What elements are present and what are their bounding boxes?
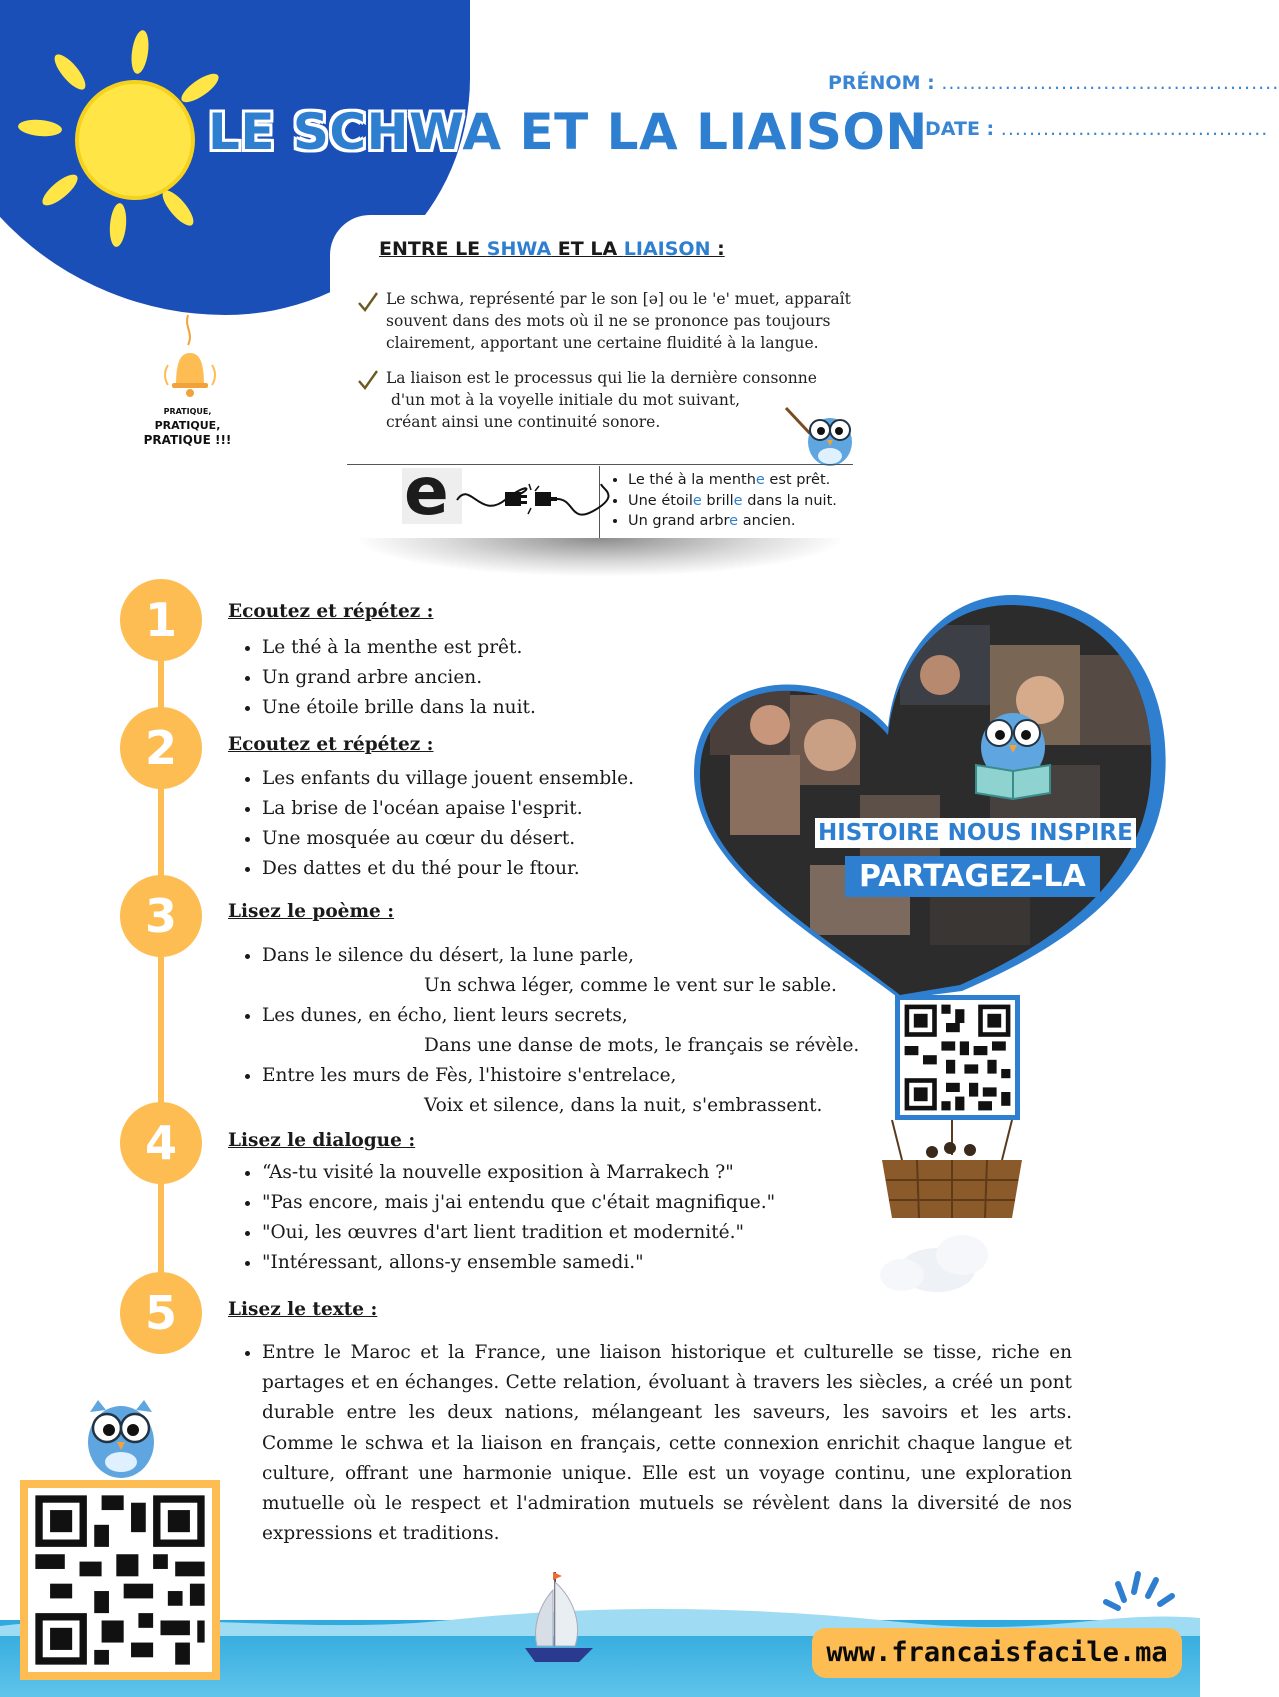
poem-line: Les dunes, en écho, lient leurs secrets,	[262, 1005, 628, 1026]
sailboat-icon	[515, 1568, 605, 1668]
date-dots: ......................................	[1000, 118, 1269, 140]
text-line: La liaison est le processus qui lie la dernière consonne	[386, 369, 817, 387]
checkmark-icon	[356, 368, 380, 392]
step-number-3: 3	[120, 875, 202, 957]
example-item	[628, 470, 837, 491]
balloon-basket-icon	[872, 1120, 1032, 1295]
promo-line-1: HISTOIRE NOUS INSPIRE	[815, 818, 1136, 848]
owl-icon	[76, 1390, 166, 1480]
text: ancien.	[738, 513, 796, 529]
list-item: • "Oui, les œuvres d'art lient tradition et modernité."	[262, 1218, 775, 1248]
text-line: clairement, apportant une certaine fluidité à la langue.	[386, 334, 819, 352]
prenom-field[interactable]	[828, 72, 1279, 94]
checkmark-icon	[356, 290, 380, 314]
section-3-heading: Lisez le poème :	[228, 901, 395, 922]
list-item: • Une mosquée au cœur du désert.	[262, 824, 634, 854]
text: Le thé à la menth	[628, 472, 756, 488]
letter-e: e	[404, 453, 449, 530]
qr-code-icon	[28, 1488, 212, 1672]
poem-line: Entre les murs de Fès, l'histoire s'entrelace,	[262, 1065, 677, 1086]
heart-balloon-image	[690, 585, 1180, 1005]
list-item: • "Intéressant, allons-y ensemble samedi."	[262, 1248, 775, 1278]
list-item: • La brise de l'océan apaise l'esprit.	[262, 794, 634, 824]
section-1-heading: Ecoutez et répétez :	[228, 601, 434, 622]
intro-heading-part: :	[710, 238, 725, 260]
example-item	[628, 491, 837, 512]
schwa-definition	[386, 288, 856, 354]
qr-code-icon	[900, 1000, 1015, 1115]
practice-line: PRATIQUE !!!	[143, 433, 232, 447]
poem-stanza	[262, 1001, 859, 1061]
schwa-letter: e	[755, 472, 765, 488]
text: Une étoil	[628, 492, 693, 509]
section-4-dialogue	[228, 1158, 775, 1278]
practice-line: PRATIQUE,	[163, 407, 212, 416]
date-label: DATE :	[925, 118, 995, 140]
text: Un grand arbr	[628, 513, 730, 529]
qr-code-website[interactable]	[20, 1480, 220, 1680]
text-line: Le schwa, représenté par le son [ə] ou le 'e' muet, apparaît	[386, 290, 851, 308]
list-item: • Un grand arbre ancien.	[262, 663, 536, 693]
example-item	[628, 511, 837, 532]
date-field[interactable]	[925, 118, 1268, 140]
step-number-1: 1	[120, 579, 202, 661]
list-item: • "Pas encore, mais j'ai entendu que c'était magnifique."	[262, 1188, 775, 1218]
list-item: • Une étoile brille dans la nuit.	[262, 693, 536, 723]
text: dans la nuit.	[742, 492, 837, 509]
schwa-letter: e	[733, 492, 743, 509]
list-item: • “As-tu visité la nouvelle exposition à Marrakech ?"	[262, 1158, 775, 1188]
text: est prêt.	[764, 472, 831, 488]
intro-heading	[379, 238, 725, 260]
poem-line: Dans le silence du désert, la lune parle,	[262, 945, 635, 966]
list-item: • Les enfants du village jouent ensemble.	[262, 764, 634, 794]
step-number-4: 4	[120, 1102, 202, 1184]
splash-icon	[1100, 1570, 1190, 1620]
qr-code-share[interactable]	[895, 995, 1020, 1120]
paragraph: • Entre le Maroc et la France, une liaison historique et culturelle se tisse, riche en partages et en échanges. Cette relation, évoluant à travers les siècles, a créé un pont durable entre les deux nations, mélangeant les saveurs, les savoirs et les arts. Comme le schwa et la liaison en français, cette connexion enrichit chaque langue et culture, offrant une harmonie unique. Elle est un voyage continu, une exploration mutuelle où le respect et l'admiration mutuels se révèlent dans la diversité de nos expressions et traditions.	[262, 1338, 1072, 1549]
example-list	[612, 470, 837, 532]
plug-connector-icon	[455, 470, 605, 532]
poem-line: Un schwa léger, comme le vent sur le sable.	[424, 975, 837, 996]
website-link[interactable]: www.francaisfacile.ma	[812, 1628, 1182, 1678]
practice-line: PRATIQUE,	[154, 419, 221, 432]
section-2-heading: Ecoutez et répétez :	[228, 734, 434, 755]
intro-heading-liaison: LIAISON	[623, 238, 711, 260]
intro-heading-part: ENTRE LE	[379, 238, 487, 260]
section-4-heading: Lisez le dialogue :	[228, 1130, 416, 1151]
promo-line-2: PARTAGEZ-LA	[845, 856, 1100, 897]
poem-line: Dans une danse de mots, le français se révèle.	[424, 1035, 860, 1056]
bell-icon	[160, 315, 220, 405]
prenom-dots: ................................................	[941, 72, 1279, 94]
text: brill	[701, 492, 734, 509]
schwa-letter: e	[692, 492, 702, 509]
prenom-label: PRÉNOM :	[828, 72, 935, 94]
text-line: d'un mot à la voyelle initiale du mot suivant,	[391, 391, 741, 409]
step-number-5: 5	[120, 1272, 202, 1354]
intro-heading-part: ET LA	[551, 238, 624, 260]
owl-teacher-icon	[782, 400, 862, 470]
list-item: • Le thé à la menthe est prêt.	[262, 633, 536, 663]
section-5-text	[228, 1338, 1072, 1549]
card-shadow	[360, 538, 840, 576]
text-line: créant ainsi une continuité sonore.	[386, 413, 661, 431]
step-number-2: 2	[120, 707, 202, 789]
intro-heading-shwa: SHWA	[486, 238, 552, 260]
list-item: • Des dattes et du thé pour le ftour.	[262, 854, 634, 884]
practice-text	[130, 405, 245, 447]
section-1-list	[228, 633, 536, 723]
poem-line: Voix et silence, dans la nuit, s'embrassent.	[424, 1095, 823, 1116]
section-5-heading: Lisez le texte :	[228, 1299, 378, 1320]
poem-stanza	[262, 1061, 859, 1121]
text-line: souvent dans des mots où il ne se prononce pas toujours	[386, 312, 831, 330]
section-2-list	[228, 764, 634, 884]
schwa-letter: e	[729, 513, 739, 529]
page-title: LE SCHWA ET LA LIAISON	[208, 103, 928, 161]
